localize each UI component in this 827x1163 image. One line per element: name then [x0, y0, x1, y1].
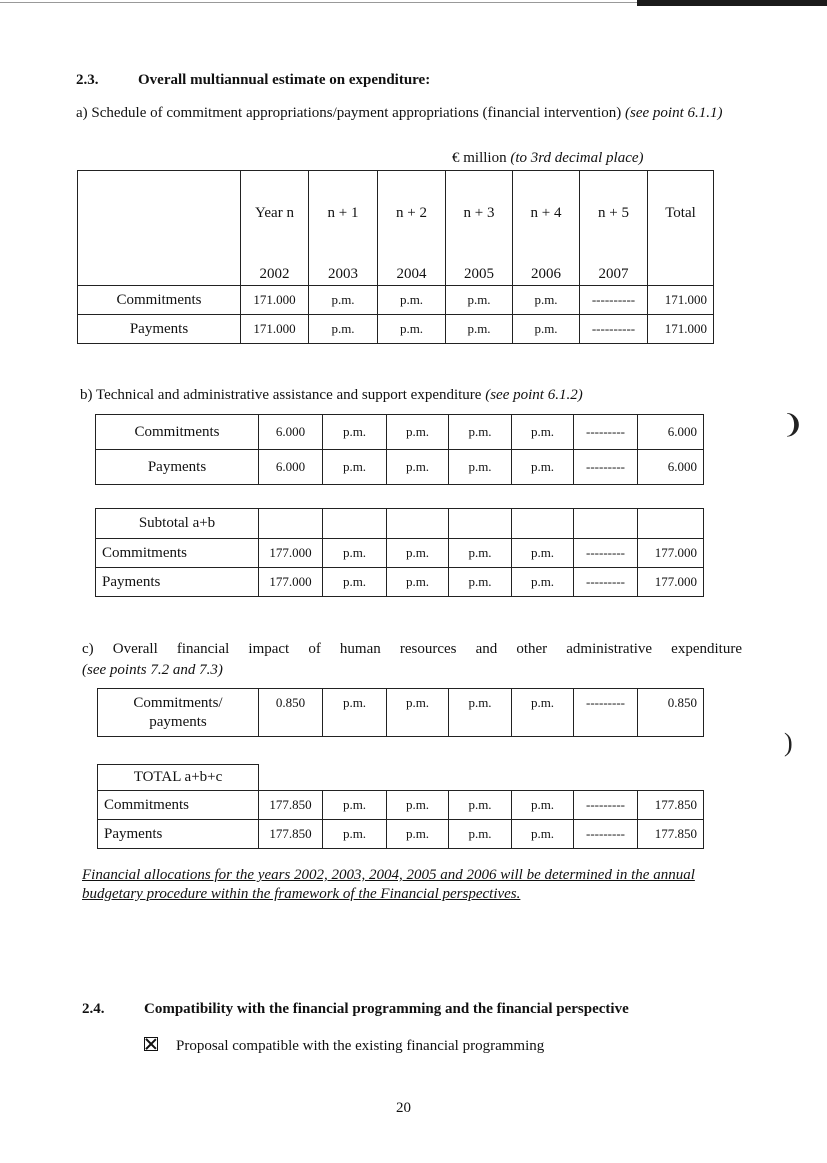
value-cell: 6.000 [259, 415, 323, 450]
part-a-intro [76, 104, 746, 123]
value-cell: 177.850 [259, 820, 323, 849]
value-cell: 177.850 [259, 791, 323, 820]
value-cell: p.m. [512, 450, 574, 485]
value-cell: p.m. [387, 450, 449, 485]
table-row [96, 539, 704, 568]
value-cell: p.m. [387, 415, 449, 450]
value-cell: p.m. [512, 568, 574, 597]
checkbox-label: Proposal compatible with the existing financial programming [176, 1038, 545, 1054]
table-row [98, 820, 704, 849]
table-c-cell: p.m. [387, 689, 449, 737]
total-body [98, 791, 704, 849]
part-c-intro: c) Overall financial impact of human resources and other administrative expenditure [82, 641, 742, 657]
row-label: Payments [96, 450, 259, 485]
value-cell: p.m. [449, 450, 512, 485]
column-year: 2006 [531, 266, 561, 282]
row-label: Commitments [96, 415, 259, 450]
value-cell: p.m. [387, 568, 449, 597]
value-cell: p.m. [512, 791, 574, 820]
value-cell: 171.000 [241, 315, 309, 344]
value-cell: p.m. [449, 539, 512, 568]
value-cell: 177.850 [638, 791, 704, 820]
scan-artifact-mark: ) [784, 728, 793, 757]
value-cell: --------- [574, 415, 638, 450]
header-cell [513, 171, 580, 286]
value-cell: 171.000 [648, 286, 714, 315]
column-header: n + 2 [396, 205, 427, 221]
table-c-cell: p.m. [323, 689, 387, 737]
part-a-reference: (see point 6.1.1) [625, 105, 723, 121]
header-cell [309, 171, 378, 286]
header-cell [378, 171, 446, 286]
table-c-label-line1: Commitments/ [133, 694, 223, 711]
scan-artifact-mark: ❩ [782, 410, 804, 439]
value-cell: p.m. [449, 820, 512, 849]
table-row [78, 315, 714, 344]
row-label: Commitments [98, 791, 259, 820]
row-label: Payments [78, 315, 241, 344]
value-cell: 171.000 [241, 286, 309, 315]
value-cell: p.m. [449, 568, 512, 597]
value-cell: 177.000 [259, 539, 323, 568]
table-c-label-line2: payments [149, 713, 207, 730]
column-year: 2005 [464, 266, 494, 282]
subtotal-table [95, 508, 704, 597]
header-cell [580, 171, 648, 286]
table-a [77, 170, 714, 344]
table-c-cell: 0.850 [259, 689, 323, 737]
value-cell: --------- [574, 568, 638, 597]
value-cell: p.m. [323, 415, 387, 450]
value-cell: p.m. [387, 820, 449, 849]
part-c-reference [82, 661, 223, 680]
value-cell: p.m. [512, 539, 574, 568]
table-b [95, 414, 704, 485]
column-year: 2002 [259, 266, 290, 282]
row-label: Commitments [96, 539, 259, 568]
table-c [97, 688, 704, 737]
value-cell: p.m. [378, 286, 446, 315]
table-a-body [78, 286, 714, 344]
table-c-cell: p.m. [449, 689, 512, 737]
scan-top-edge [0, 0, 827, 6]
row-label: Payments [96, 568, 259, 597]
column-header: n + 3 [463, 205, 495, 221]
column-year: 2004 [396, 266, 427, 282]
header-cell [241, 171, 309, 286]
value-cell: p.m. [323, 539, 387, 568]
part-b-reference: (see point 6.1.2) [485, 387, 583, 403]
value-cell: 177.850 [638, 820, 704, 849]
value-cell: --------- [574, 539, 638, 568]
column-year: 2007 [598, 266, 629, 282]
value-cell: p.m. [323, 820, 387, 849]
value-cell: 177.000 [638, 539, 704, 568]
column-year: 2003 [328, 266, 358, 282]
total-title: TOTAL a+b+c [98, 765, 259, 791]
section-number: 2.4. [82, 1001, 105, 1017]
section-heading-2-4 [82, 1001, 629, 1018]
value-cell: p.m. [323, 791, 387, 820]
column-header: Year n [255, 205, 294, 221]
table-c-cell: p.m. [512, 689, 574, 737]
part-a-text: a) Schedule of commitment appropriations/payment appropriations (financial intervention) [76, 105, 626, 121]
value-cell: p.m. [512, 820, 574, 849]
value-cell: p.m. [309, 315, 378, 344]
value-cell: p.m. [323, 450, 387, 485]
value-cell: p.m. [387, 791, 449, 820]
table-row [96, 450, 704, 485]
column-header: n + 4 [530, 205, 562, 221]
value-cell: 6.000 [638, 450, 704, 485]
table-c-cell: 0.850 [638, 689, 704, 737]
value-cell: p.m. [513, 286, 580, 315]
value-cell: --------- [574, 820, 638, 849]
value-cell: p.m. [446, 315, 513, 344]
value-cell: 177.000 [638, 568, 704, 597]
section-number: 2.3. [76, 72, 99, 88]
part-b-text: b) Technical and administrative assistance and support expenditure [80, 387, 486, 403]
value-cell: --------- [574, 450, 638, 485]
section-title: Overall multiannual estimate on expenditure: [138, 72, 431, 88]
value-cell: 6.000 [259, 450, 323, 485]
subtotal-title: Subtotal a+b [96, 509, 259, 539]
value-cell: p.m. [378, 315, 446, 344]
page-number: 20 [396, 1100, 411, 1116]
value-cell: 177.000 [259, 568, 323, 597]
unit-suffix: (to 3rd decimal place) [510, 150, 644, 166]
total-table [97, 764, 704, 849]
value-cell: p.m. [449, 791, 512, 820]
table-c-cell: --------- [574, 689, 638, 737]
table-row [78, 286, 714, 315]
value-cell: p.m. [513, 315, 580, 344]
table-c-label [98, 689, 259, 737]
part-b-intro [80, 386, 740, 405]
value-cell: ---------- [580, 286, 648, 315]
value-cell: p.m. [512, 415, 574, 450]
section-heading-2-3 [76, 72, 430, 89]
table-b-body [96, 415, 704, 485]
value-cell: p.m. [323, 568, 387, 597]
section-title: Compatibility with the financial programming and the financial perspective [144, 1001, 629, 1017]
value-cell: 6.000 [638, 415, 704, 450]
compatibility-checkbox-row [144, 1037, 544, 1056]
value-cell: 171.000 [648, 315, 714, 344]
checked-box-icon[interactable] [144, 1037, 158, 1051]
header-cell [446, 171, 513, 286]
row-label: Payments [98, 820, 259, 849]
column-header: n + 5 [598, 205, 629, 221]
header-cell [648, 171, 714, 286]
financial-allocations-note: Financial allocations for the years 2002, 2003, 2004, 2005 and 2006 will be determined in the annual budgetary procedure within the framework of the Financial perspectives. [82, 867, 695, 902]
row-label: Commitments [78, 286, 241, 315]
value-cell: p.m. [449, 415, 512, 450]
value-cell: ---------- [580, 315, 648, 344]
table-row [96, 568, 704, 597]
part-c-reference-text: (see points 7.2 and 7.3) [82, 662, 223, 678]
value-cell: p.m. [387, 539, 449, 568]
subtotal-body [96, 539, 704, 597]
unit-prefix: € million [452, 150, 511, 166]
value-cell: p.m. [446, 286, 513, 315]
column-header: n + 1 [327, 205, 359, 221]
column-header: Total [665, 205, 696, 221]
table-row [98, 791, 704, 820]
value-cell: --------- [574, 791, 638, 820]
value-cell: p.m. [309, 286, 378, 315]
table-row [96, 415, 704, 450]
unit-label [452, 150, 644, 167]
table-a-corner [78, 171, 241, 286]
